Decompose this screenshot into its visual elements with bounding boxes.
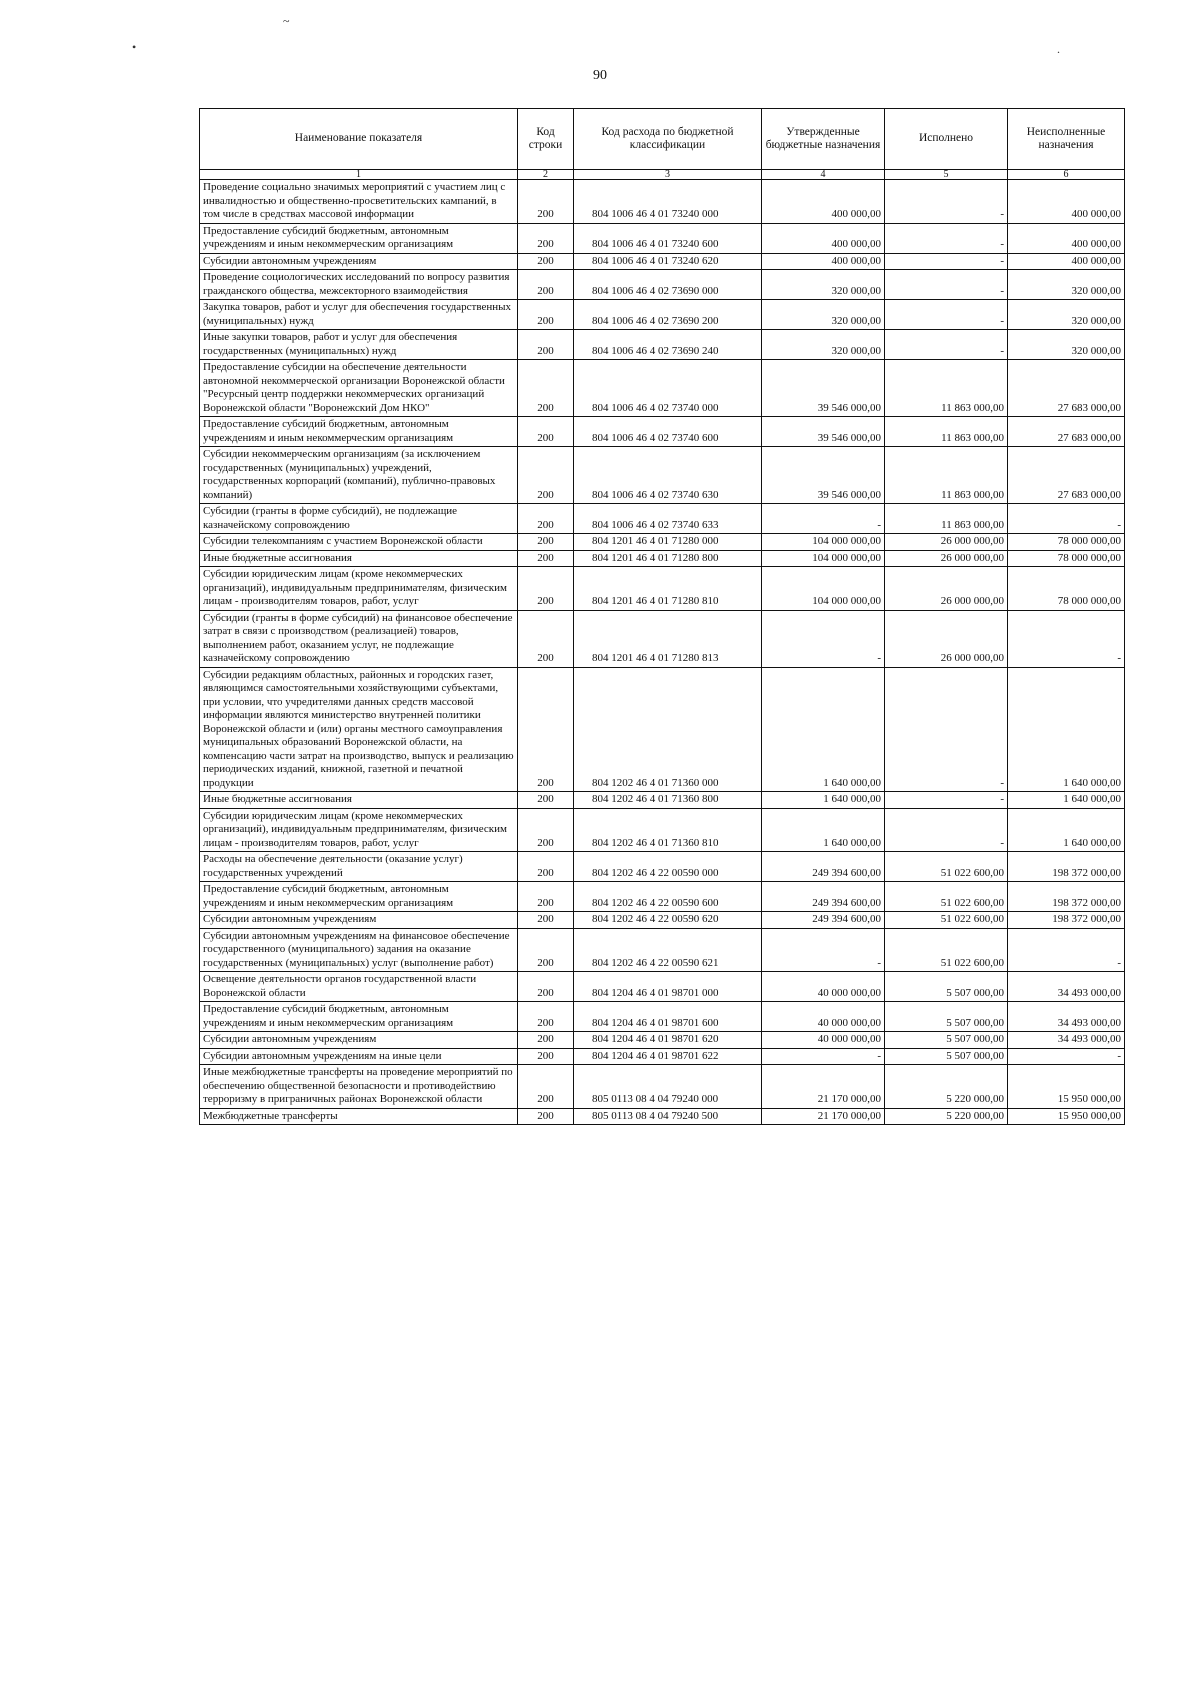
table-row	[200, 447, 1125, 504]
row-class-code-cell: 804 1204 46 4 01 98701 622	[574, 1048, 762, 1065]
row-approved-cell: 40 000 000,00	[762, 972, 885, 1002]
row-executed-cell: 5 220 000,00	[885, 1065, 1008, 1109]
row-approved-cell: -	[762, 610, 885, 667]
row-unexecuted-cell: 400 000,00	[1008, 180, 1125, 224]
row-class-code-cell: 804 1202 46 4 01 71360 800	[574, 792, 762, 809]
row-name-cell: Субсидии (гранты в форме субсидий), не подлежащие казначейскому сопровождению	[200, 504, 518, 534]
column-number: 4	[762, 170, 885, 180]
row-executed-cell: 5 507 000,00	[885, 972, 1008, 1002]
budget-execution-table	[199, 108, 1125, 1125]
row-executed-cell: 5 507 000,00	[885, 1048, 1008, 1065]
row-executed-cell: 26 000 000,00	[885, 534, 1008, 551]
row-line-code-cell: 200	[518, 972, 574, 1002]
row-executed-cell: 5 507 000,00	[885, 1002, 1008, 1032]
row-approved-cell: 21 170 000,00	[762, 1108, 885, 1125]
page-number: 90	[593, 68, 607, 83]
header-unexecuted: Неисполненные назначения	[1008, 109, 1125, 170]
row-executed-cell: 5 220 000,00	[885, 1108, 1008, 1125]
row-approved-cell: -	[762, 504, 885, 534]
row-line-code-cell: 200	[518, 667, 574, 792]
row-class-code-cell: 804 1201 46 4 01 71280 810	[574, 567, 762, 611]
row-executed-cell: -	[885, 300, 1008, 330]
row-class-code-cell: 805 0113 08 4 04 79240 500	[574, 1108, 762, 1125]
header-approved: Утвержденные бюджетные назначения	[762, 109, 885, 170]
row-executed-cell: 51 022 600,00	[885, 882, 1008, 912]
row-name-cell: Иные бюджетные ассигнования	[200, 550, 518, 567]
table-row	[200, 928, 1125, 972]
row-approved-cell: 249 394 600,00	[762, 852, 885, 882]
row-executed-cell: 51 022 600,00	[885, 852, 1008, 882]
row-name-cell: Расходы на обеспечение деятельности (оказание услуг) государственных учреждений	[200, 852, 518, 882]
row-class-code-cell: 804 1006 46 4 02 73740 600	[574, 417, 762, 447]
row-name-cell: Субсидии некоммерческим организациям (за исключением государственных (муниципальных) учреждений, государственных корпораций (компаний), публично-правовых компаний)	[200, 447, 518, 504]
row-name-cell: Предоставление субсидий бюджетным, автономным учреждениям и иным некоммерческим организациям	[200, 223, 518, 253]
row-name-cell: Закупка товаров, работ и услуг для обеспечения государственных (муниципальных) нужд	[200, 300, 518, 330]
row-approved-cell: 400 000,00	[762, 223, 885, 253]
row-unexecuted-cell: 78 000 000,00	[1008, 567, 1125, 611]
row-line-code-cell: 200	[518, 253, 574, 270]
row-unexecuted-cell: 1 640 000,00	[1008, 667, 1125, 792]
column-number: 5	[885, 170, 1008, 180]
row-line-code-cell: 200	[518, 1108, 574, 1125]
row-unexecuted-cell: 15 950 000,00	[1008, 1108, 1125, 1125]
row-name-cell: Субсидии автономным учреждениям	[200, 912, 518, 929]
row-class-code-cell: 804 1201 46 4 01 71280 813	[574, 610, 762, 667]
row-approved-cell: 1 640 000,00	[762, 808, 885, 852]
table-row	[200, 972, 1125, 1002]
row-unexecuted-cell: 27 683 000,00	[1008, 417, 1125, 447]
row-class-code-cell: 804 1202 46 4 01 71360 810	[574, 808, 762, 852]
row-name-cell: Субсидии (гранты в форме субсидий) на финансовое обеспечение затрат в связи с производством (реализацией) товаров, выполнением работ, оказанием услуг, не подлежащие казначейскому сопровождению	[200, 610, 518, 667]
row-line-code-cell: 200	[518, 447, 574, 504]
row-approved-cell: -	[762, 1048, 885, 1065]
table-row	[200, 330, 1125, 360]
row-executed-cell: 5 507 000,00	[885, 1032, 1008, 1049]
table-row	[200, 610, 1125, 667]
row-line-code-cell: 200	[518, 882, 574, 912]
row-name-cell: Субсидии автономным учреждениям на иные цели	[200, 1048, 518, 1065]
row-approved-cell: 39 546 000,00	[762, 360, 885, 417]
row-executed-cell: -	[885, 253, 1008, 270]
row-class-code-cell: 804 1202 46 4 22 00590 600	[574, 882, 762, 912]
row-name-cell: Субсидии юридическим лицам (кроме некоммерческих организаций), индивидуальным предпринимателям, физическим лицам - производителям товаров, работ, услуг	[200, 808, 518, 852]
table-row	[200, 534, 1125, 551]
row-executed-cell: 26 000 000,00	[885, 610, 1008, 667]
row-class-code-cell: 804 1006 46 4 01 73240 000	[574, 180, 762, 224]
row-unexecuted-cell: -	[1008, 928, 1125, 972]
row-line-code-cell: 200	[518, 504, 574, 534]
row-name-cell: Проведение социологических исследований по вопросу развития гражданского общества, межсекторного взаимодействия	[200, 270, 518, 300]
column-number-row	[200, 170, 1125, 180]
row-executed-cell: 51 022 600,00	[885, 928, 1008, 972]
row-name-cell: Освещение деятельности органов государственной власти Воронежской области	[200, 972, 518, 1002]
row-class-code-cell: 804 1204 46 4 01 98701 620	[574, 1032, 762, 1049]
row-line-code-cell: 200	[518, 223, 574, 253]
row-class-code-cell: 804 1201 46 4 01 71280 800	[574, 550, 762, 567]
row-unexecuted-cell: 198 372 000,00	[1008, 912, 1125, 929]
row-approved-cell: 40 000 000,00	[762, 1002, 885, 1032]
row-approved-cell: 104 000 000,00	[762, 550, 885, 567]
header-name: Наименование показателя	[200, 109, 518, 170]
table-body	[200, 180, 1125, 1125]
row-name-cell: Субсидии автономным учреждениям на финансовое обеспечение государственного (муниципального) задания на оказание государственных (муниципальных) услуг (выполнение работ)	[200, 928, 518, 972]
row-name-cell: Иные бюджетные ассигнования	[200, 792, 518, 809]
header-executed: Исполнено	[885, 109, 1008, 170]
row-class-code-cell: 804 1006 46 4 02 73740 000	[574, 360, 762, 417]
row-class-code-cell: 804 1202 46 4 22 00590 000	[574, 852, 762, 882]
row-executed-cell: 11 863 000,00	[885, 360, 1008, 417]
table-row	[200, 1032, 1125, 1049]
table-row	[200, 180, 1125, 224]
row-unexecuted-cell: 78 000 000,00	[1008, 534, 1125, 551]
row-unexecuted-cell: 198 372 000,00	[1008, 852, 1125, 882]
row-approved-cell: -	[762, 928, 885, 972]
scan-mark: .	[1057, 42, 1060, 56]
row-approved-cell: 104 000 000,00	[762, 534, 885, 551]
row-class-code-cell: 804 1202 46 4 22 00590 620	[574, 912, 762, 929]
row-line-code-cell: 200	[518, 567, 574, 611]
row-class-code-cell: 804 1006 46 4 02 73690 240	[574, 330, 762, 360]
row-approved-cell: 21 170 000,00	[762, 1065, 885, 1109]
row-class-code-cell: 804 1202 46 4 22 00590 621	[574, 928, 762, 972]
table-row	[200, 270, 1125, 300]
table-row	[200, 912, 1125, 929]
row-name-cell: Предоставление субсидии на обеспечение деятельности автономной некоммерческой организации Воронежской области "Ресурсный центр поддержки некоммерческих организаций Воронежской области "Воронежский Дом НКО"	[200, 360, 518, 417]
row-name-cell: Субсидии автономным учреждениям	[200, 1032, 518, 1049]
row-line-code-cell: 200	[518, 792, 574, 809]
table-row	[200, 300, 1125, 330]
row-line-code-cell: 200	[518, 534, 574, 551]
row-executed-cell: -	[885, 223, 1008, 253]
table-row	[200, 667, 1125, 792]
row-unexecuted-cell: 15 950 000,00	[1008, 1065, 1125, 1109]
row-class-code-cell: 804 1006 46 4 02 73740 630	[574, 447, 762, 504]
column-number: 2	[518, 170, 574, 180]
row-line-code-cell: 200	[518, 417, 574, 447]
row-name-cell: Предоставление субсидий бюджетным, автономным учреждениям и иным некоммерческим организациям	[200, 1002, 518, 1032]
row-approved-cell: 400 000,00	[762, 253, 885, 270]
row-unexecuted-cell: 400 000,00	[1008, 253, 1125, 270]
row-unexecuted-cell: 27 683 000,00	[1008, 447, 1125, 504]
row-unexecuted-cell: 78 000 000,00	[1008, 550, 1125, 567]
row-executed-cell: -	[885, 667, 1008, 792]
row-class-code-cell: 804 1204 46 4 01 98701 600	[574, 1002, 762, 1032]
row-line-code-cell: 200	[518, 1048, 574, 1065]
row-unexecuted-cell: -	[1008, 504, 1125, 534]
table-row	[200, 223, 1125, 253]
row-approved-cell: 400 000,00	[762, 180, 885, 224]
row-executed-cell: 11 863 000,00	[885, 504, 1008, 534]
row-class-code-cell: 804 1006 46 4 02 73690 000	[574, 270, 762, 300]
row-name-cell: Предоставление субсидий бюджетным, автономным учреждениям и иным некоммерческим организациям	[200, 417, 518, 447]
row-name-cell: Иные закупки товаров, работ и услуг для обеспечения государственных (муниципальных) нужд	[200, 330, 518, 360]
row-executed-cell: 11 863 000,00	[885, 447, 1008, 504]
table-row	[200, 1048, 1125, 1065]
row-class-code-cell: 804 1204 46 4 01 98701 000	[574, 972, 762, 1002]
row-class-code-cell: 804 1201 46 4 01 71280 000	[574, 534, 762, 551]
scan-mark: •	[132, 40, 137, 54]
row-line-code-cell: 200	[518, 330, 574, 360]
row-line-code-cell: 200	[518, 1002, 574, 1032]
row-unexecuted-cell: 34 493 000,00	[1008, 972, 1125, 1002]
row-executed-cell: -	[885, 792, 1008, 809]
row-line-code-cell: 200	[518, 550, 574, 567]
row-line-code-cell: 200	[518, 610, 574, 667]
row-executed-cell: 26 000 000,00	[885, 550, 1008, 567]
table-row	[200, 504, 1125, 534]
row-unexecuted-cell: 320 000,00	[1008, 270, 1125, 300]
row-class-code-cell: 804 1202 46 4 01 71360 000	[574, 667, 762, 792]
row-executed-cell: 11 863 000,00	[885, 417, 1008, 447]
row-executed-cell: 26 000 000,00	[885, 567, 1008, 611]
row-class-code-cell: 805 0113 08 4 04 79240 000	[574, 1065, 762, 1109]
column-number: 3	[574, 170, 762, 180]
row-unexecuted-cell: 320 000,00	[1008, 330, 1125, 360]
row-class-code-cell: 804 1006 46 4 02 73740 633	[574, 504, 762, 534]
table-row	[200, 792, 1125, 809]
row-line-code-cell: 200	[518, 808, 574, 852]
scan-mark: ~	[283, 14, 290, 28]
row-approved-cell: 39 546 000,00	[762, 447, 885, 504]
row-line-code-cell: 200	[518, 1032, 574, 1049]
row-approved-cell: 249 394 600,00	[762, 912, 885, 929]
row-class-code-cell: 804 1006 46 4 01 73240 600	[574, 223, 762, 253]
column-number: 1	[200, 170, 518, 180]
row-line-code-cell: 200	[518, 180, 574, 224]
row-executed-cell: 51 022 600,00	[885, 912, 1008, 929]
row-approved-cell: 320 000,00	[762, 330, 885, 360]
table-row	[200, 852, 1125, 882]
table-row	[200, 417, 1125, 447]
row-approved-cell: 39 546 000,00	[762, 417, 885, 447]
row-line-code-cell: 200	[518, 912, 574, 929]
table-row	[200, 567, 1125, 611]
table-row	[200, 550, 1125, 567]
row-name-cell: Субсидии автономным учреждениям	[200, 253, 518, 270]
row-approved-cell: 1 640 000,00	[762, 792, 885, 809]
table-row	[200, 808, 1125, 852]
row-name-cell: Иные межбюджетные трансферты на проведение мероприятий по обеспечению общественной безопасности и противодействию терроризму в приграничных районах Воронежской области	[200, 1065, 518, 1109]
column-number: 6	[1008, 170, 1125, 180]
row-unexecuted-cell: 320 000,00	[1008, 300, 1125, 330]
row-name-cell: Межбюджетные трансферты	[200, 1108, 518, 1125]
row-line-code-cell: 200	[518, 270, 574, 300]
row-class-code-cell: 804 1006 46 4 02 73690 200	[574, 300, 762, 330]
table-row	[200, 1002, 1125, 1032]
row-line-code-cell: 200	[518, 360, 574, 417]
row-line-code-cell: 200	[518, 300, 574, 330]
row-unexecuted-cell: 1 640 000,00	[1008, 808, 1125, 852]
table-header-row	[200, 109, 1125, 170]
table-row	[200, 360, 1125, 417]
table-row	[200, 1065, 1125, 1109]
table-row	[200, 253, 1125, 270]
row-approved-cell: 320 000,00	[762, 300, 885, 330]
row-executed-cell: -	[885, 808, 1008, 852]
header-class-code: Код расхода по бюджетной классификации	[574, 109, 762, 170]
row-executed-cell: -	[885, 330, 1008, 360]
table-row	[200, 1108, 1125, 1125]
row-executed-cell: -	[885, 180, 1008, 224]
row-unexecuted-cell: -	[1008, 1048, 1125, 1065]
row-name-cell: Предоставление субсидий бюджетным, автономным учреждениям и иным некоммерческим организациям	[200, 882, 518, 912]
row-name-cell: Субсидии редакциям областных, районных и городских газет, являющимся самостоятельными хозяйствующими субъектами, при условии, что учредителями данных средств массовой информации являются министерство внутренней политики Воронежской области и (или) органы местного самоуправления муниципальных образований Воронежской области, на компенсацию части затрат на производство, выпуск и реализацию периодических изданий, книжной, газетной и печатной продукции	[200, 667, 518, 792]
row-class-code-cell: 804 1006 46 4 01 73240 620	[574, 253, 762, 270]
header-line-code: Код строки	[518, 109, 574, 170]
row-name-cell: Субсидии телекомпаниям с участием Воронежской области	[200, 534, 518, 551]
row-approved-cell: 104 000 000,00	[762, 567, 885, 611]
row-name-cell: Субсидии юридическим лицам (кроме некоммерческих организаций), индивидуальным предпринимателям, физическим лицам - производителям товаров, работ, услуг	[200, 567, 518, 611]
row-unexecuted-cell: 1 640 000,00	[1008, 792, 1125, 809]
row-approved-cell: 249 394 600,00	[762, 882, 885, 912]
row-name-cell: Проведение социально значимых мероприятий с участием лиц с инвалидностью и общественно-просветительских кампаний, в том числе в средствах массовой информации	[200, 180, 518, 224]
row-line-code-cell: 200	[518, 1065, 574, 1109]
row-executed-cell: -	[885, 270, 1008, 300]
row-line-code-cell: 200	[518, 928, 574, 972]
row-unexecuted-cell: -	[1008, 610, 1125, 667]
table-row	[200, 882, 1125, 912]
row-line-code-cell: 200	[518, 852, 574, 882]
row-approved-cell: 320 000,00	[762, 270, 885, 300]
row-unexecuted-cell: 27 683 000,00	[1008, 360, 1125, 417]
row-approved-cell: 40 000 000,00	[762, 1032, 885, 1049]
row-unexecuted-cell: 400 000,00	[1008, 223, 1125, 253]
row-unexecuted-cell: 34 493 000,00	[1008, 1002, 1125, 1032]
row-approved-cell: 1 640 000,00	[762, 667, 885, 792]
row-unexecuted-cell: 34 493 000,00	[1008, 1032, 1125, 1049]
row-unexecuted-cell: 198 372 000,00	[1008, 882, 1125, 912]
